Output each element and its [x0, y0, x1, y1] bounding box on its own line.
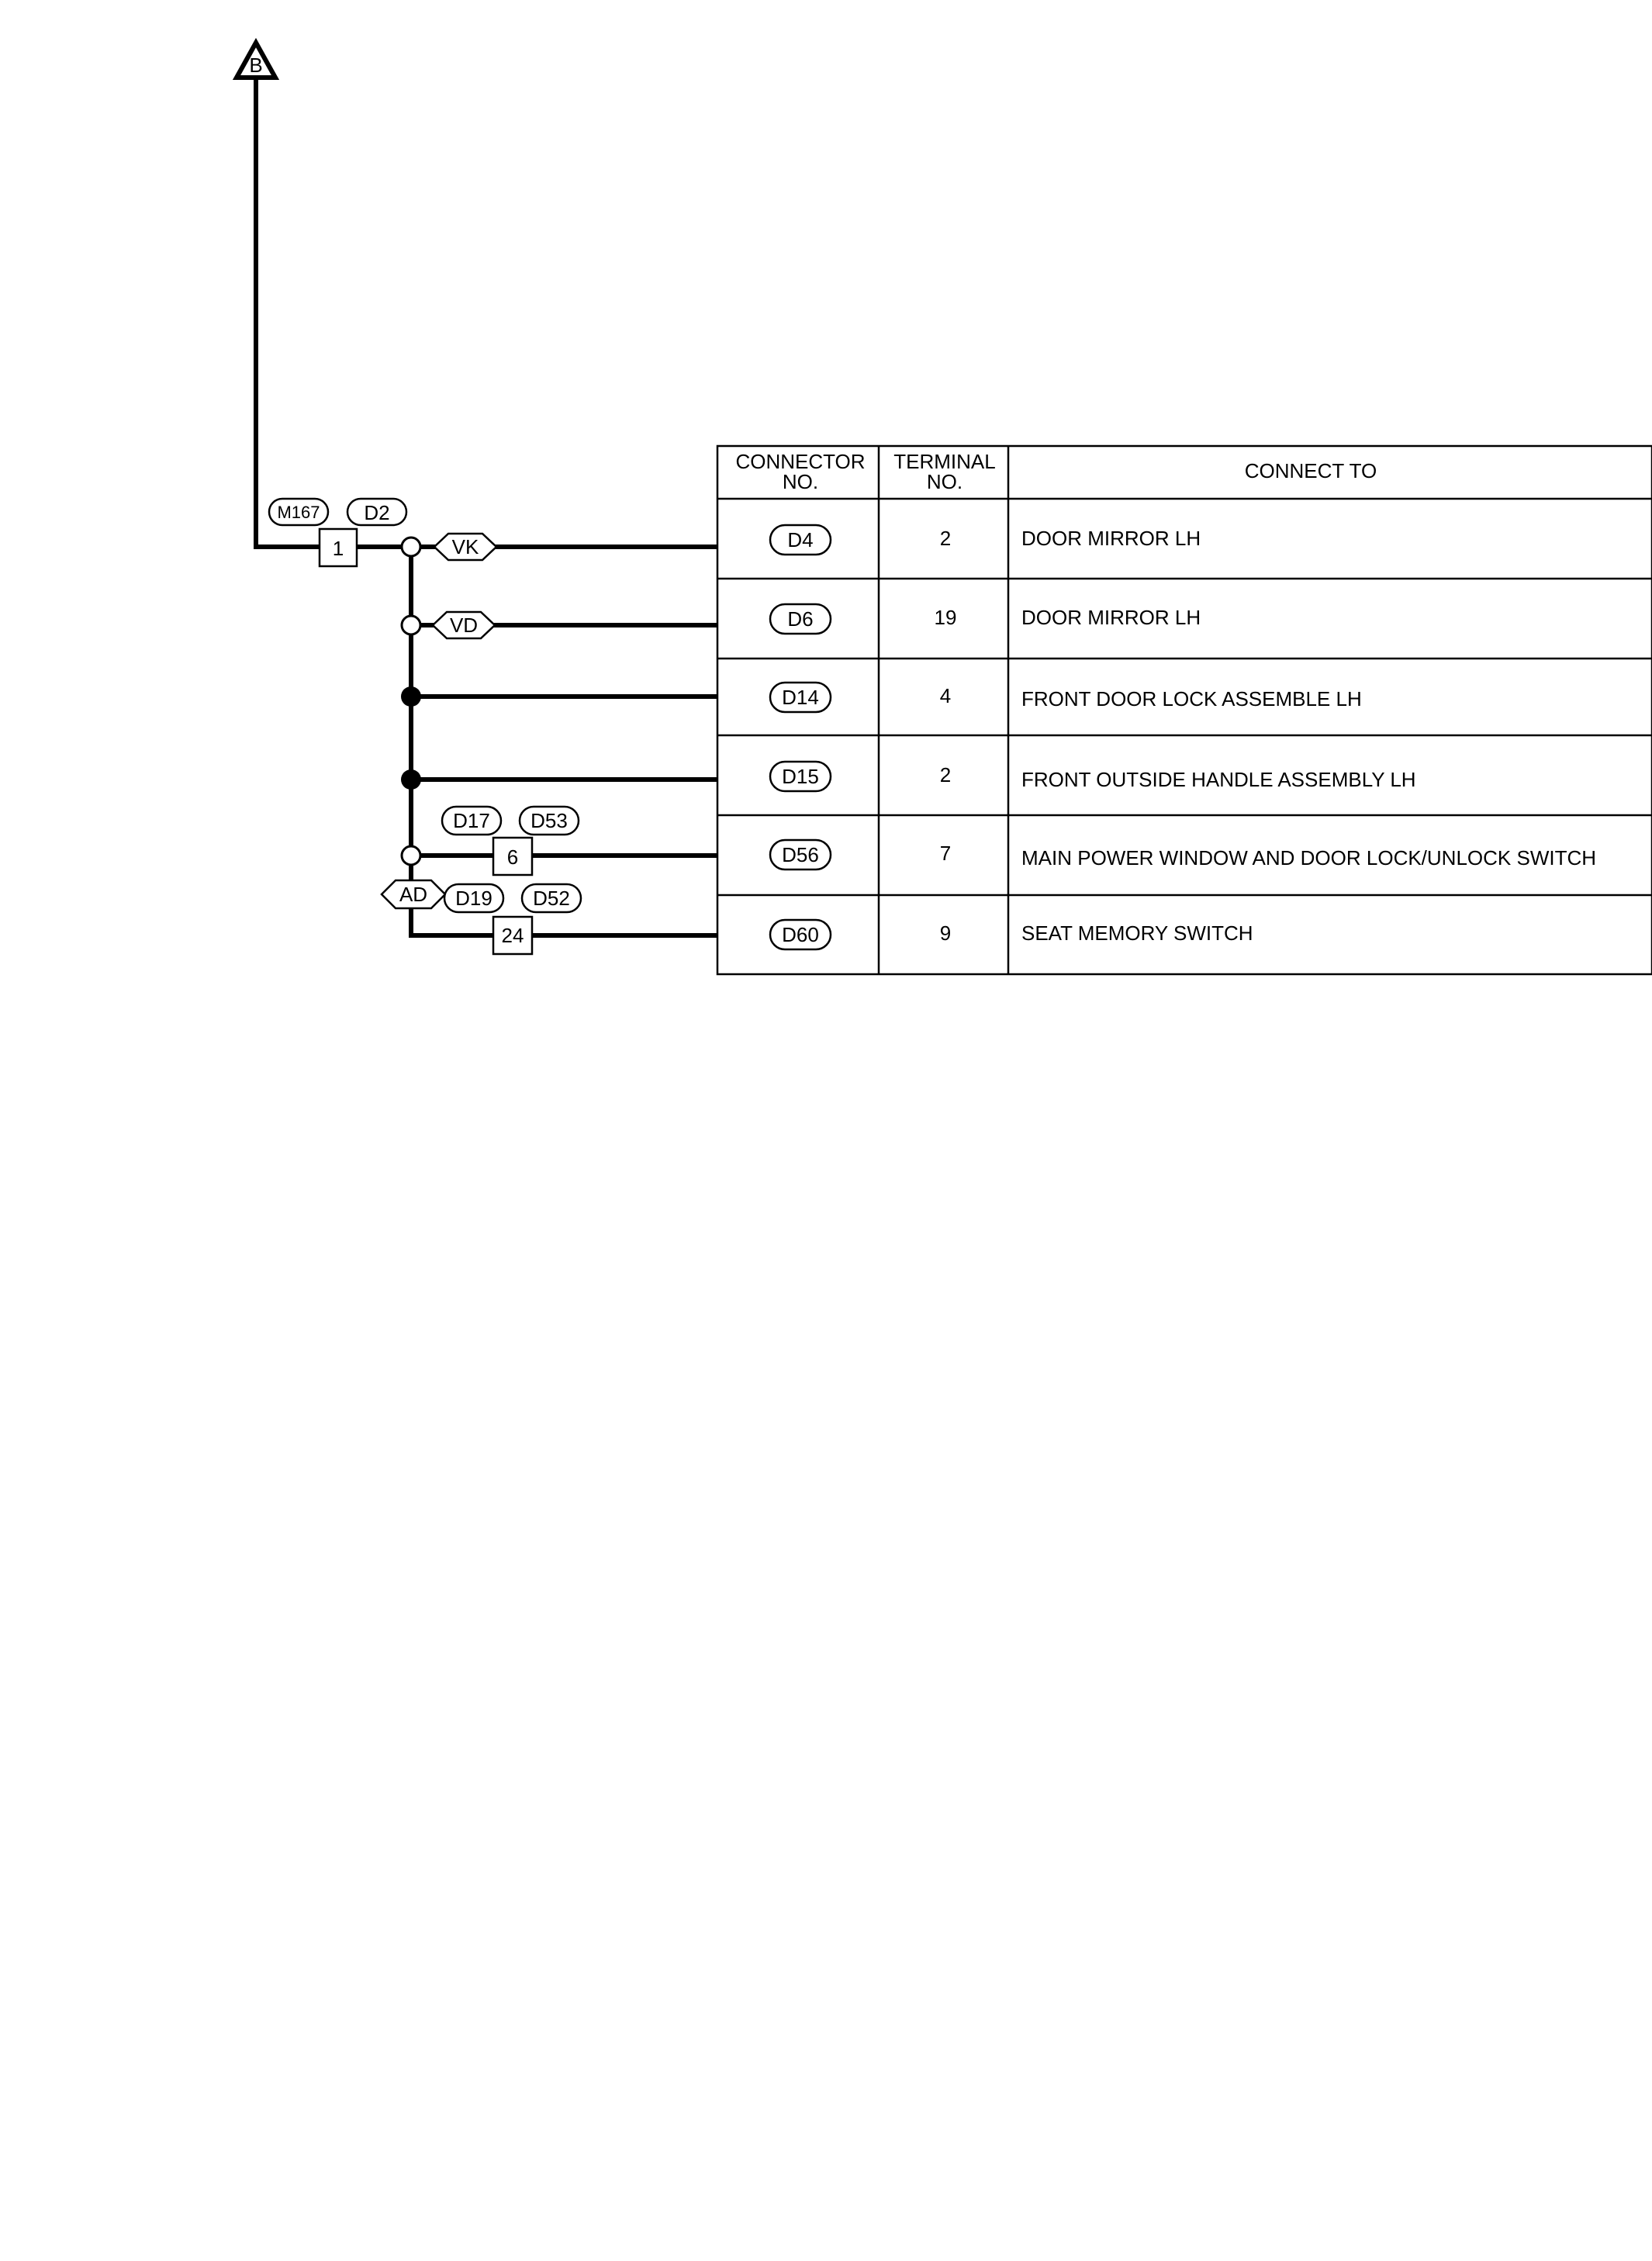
row-terminal: 7 [939, 842, 952, 865]
connector-table [717, 446, 1652, 974]
inline-terminal-24-label: 24 [501, 924, 524, 947]
inline-terminal-box-24 [493, 917, 532, 954]
row-connector: D60 [782, 923, 819, 946]
origin-connector-m167-label: M167 [277, 503, 320, 522]
row-connector: D15 [782, 765, 819, 788]
splice-joint-d14 [401, 686, 421, 707]
wire-color-vk-label: VK [451, 535, 479, 558]
table-row [770, 762, 1416, 791]
row-terminal: 2 [939, 527, 952, 550]
table-row [770, 683, 1362, 712]
origin-connector-d2 [347, 499, 406, 525]
table-row [770, 604, 1201, 634]
splice-open-vk [402, 538, 420, 556]
header-connect-to: CONNECT TO [1244, 459, 1377, 482]
inline-terminal-box-6 [493, 838, 532, 875]
wire-color-ad [382, 880, 445, 908]
row-connect-to: DOOR MIRROR LH [1021, 606, 1201, 629]
connector-ref-label: B [249, 54, 263, 77]
inline-connector-d19-label: D19 [455, 887, 492, 910]
row-connect-to: DOOR MIRROR LH [1021, 527, 1201, 550]
row-connector: D56 [782, 843, 819, 866]
inline-connector-d19 [444, 884, 503, 912]
row-connector: D4 [787, 528, 814, 551]
row-connector: D6 [787, 607, 814, 631]
inline-connector-d17 [442, 807, 501, 835]
row-connector: D14 [782, 686, 819, 709]
origin-connector-m167 [269, 499, 328, 525]
row-connect-to: MAIN POWER WINDOW AND DOOR LOCK/UNLOCK SWITCH [1021, 846, 1597, 869]
row-connect-to: FRONT DOOR LOCK ASSEMBLE LH [1021, 687, 1362, 710]
wire-color-ad-label: AD [399, 883, 428, 906]
inline-connector-d53 [520, 807, 579, 835]
origin-terminal-box [320, 529, 357, 566]
table-row [770, 840, 1596, 869]
wire-color-vk [434, 534, 496, 560]
header-terminal-line2: NO. [926, 470, 963, 493]
inline-connector-d52 [522, 884, 581, 912]
row-connect-to: SEAT MEMORY SWITCH [1021, 921, 1253, 945]
row-terminal: 4 [939, 684, 952, 707]
row-terminal: 2 [939, 763, 952, 787]
origin-terminal-label: 1 [332, 537, 344, 560]
wire-color-vd [433, 612, 495, 638]
splice-open-d56 [402, 846, 420, 865]
row-terminal: 19 [934, 606, 957, 629]
row-terminal: 9 [939, 921, 952, 945]
table-row [770, 920, 1253, 949]
table-row [770, 525, 1201, 555]
inline-connector-d52-label: D52 [533, 887, 570, 910]
inline-connector-d53-label: D53 [531, 809, 568, 832]
inline-terminal-6-label: 6 [506, 845, 519, 869]
main-wire [256, 78, 320, 547]
origin-connector-d2-label: D2 [364, 501, 390, 524]
connector-ref-b [237, 43, 275, 78]
header-connector-line1: CONNECTOR [735, 450, 866, 473]
wire-color-vd-label: VD [449, 614, 479, 637]
inline-connector-d17-label: D17 [453, 809, 490, 832]
header-terminal-line1: TERMINAL [893, 450, 996, 473]
splice-open-vd [402, 616, 420, 634]
splice-joint-d15 [401, 769, 421, 790]
row-connect-to: FRONT OUTSIDE HANDLE ASSEMBLY LH [1021, 768, 1416, 791]
header-connector-line2: NO. [782, 470, 819, 493]
